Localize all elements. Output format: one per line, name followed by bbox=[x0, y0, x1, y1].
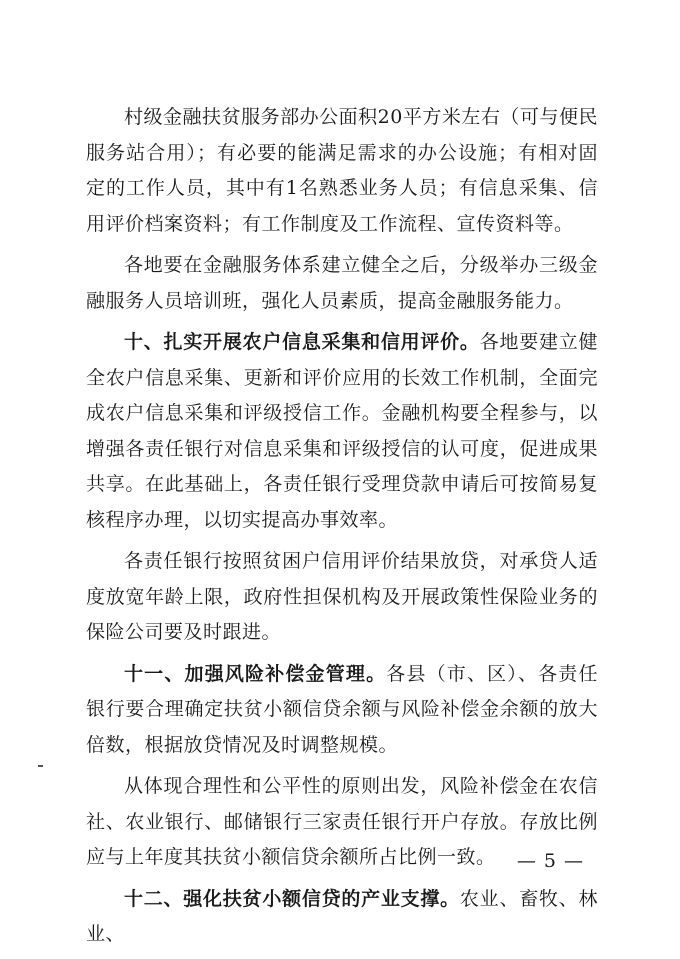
section-heading-11: 十一、加强风险补偿金管理。 bbox=[124, 662, 387, 685]
paragraph-text: 农业、畜牧、林业、 bbox=[86, 887, 598, 945]
section-heading-10: 十、扎实开展农户信息采集和信用评价。 bbox=[124, 331, 480, 353]
paragraph-1 bbox=[86, 100, 598, 242]
paragraph-3 bbox=[86, 325, 598, 538]
section-heading-12: 十二、强化扶贫小额信贷的产业支撑。 bbox=[124, 887, 460, 910]
paragraph-text: 从体现合理性和公平性的原则出发，风险补偿金在农信社、农业银行、邮储银行三家责任银行开户存放。存放比例应与上年度其扶贫小额信贷余额所占比例一致。 bbox=[86, 775, 598, 868]
paragraph-text: 村级金融扶贫服务部办公面积20平方米左右（可与便民服务站合用）；有必要的能满足需求的办公设施；有相对固定的工作人员，其中有1名熟悉业务人员；有信息采集、信用评价档案资料；有工作制度及工作流程、宣传资料等。 bbox=[86, 106, 598, 235]
document-body bbox=[86, 100, 598, 959]
page-number: — 5 — bbox=[516, 850, 584, 872]
paragraph-text: 各县（市、区）、各责任银行要合理确定扶贫小额信贷余额与风险补偿金余额的放大倍数，根据放贷情况及时调整规模。 bbox=[86, 662, 598, 756]
paragraph-text: 各地要建立健全农户信息采集、更新和评价应用的长效工作机制，全面完成农户信息采集和评级授信工作。金融机构要全程参与，以增强各责任银行对信息采集和评级授信的认可度，促进成果共享。在此基础上，各责任银行受理贷款申请后可按简易复核程序办理，以切实提高办事效率。 bbox=[86, 331, 598, 531]
paragraph-text: 各地要在金融服务体系建立健全之后，分级举办三级金融服务人员培训班，强化人员素质，提高金融服务能力。 bbox=[86, 254, 598, 312]
scan-speck bbox=[38, 765, 43, 767]
paragraph-5 bbox=[86, 657, 598, 764]
paragraph-text: 各责任银行按照贫困户信用评价结果放贷，对承贷人适度放宽年龄上限，政府性担保机构及开展政策性保险业务的保险公司要及时跟进。 bbox=[86, 550, 598, 643]
paragraph-4 bbox=[86, 544, 598, 651]
paragraph-2 bbox=[86, 248, 598, 319]
paragraph-7 bbox=[86, 882, 598, 953]
